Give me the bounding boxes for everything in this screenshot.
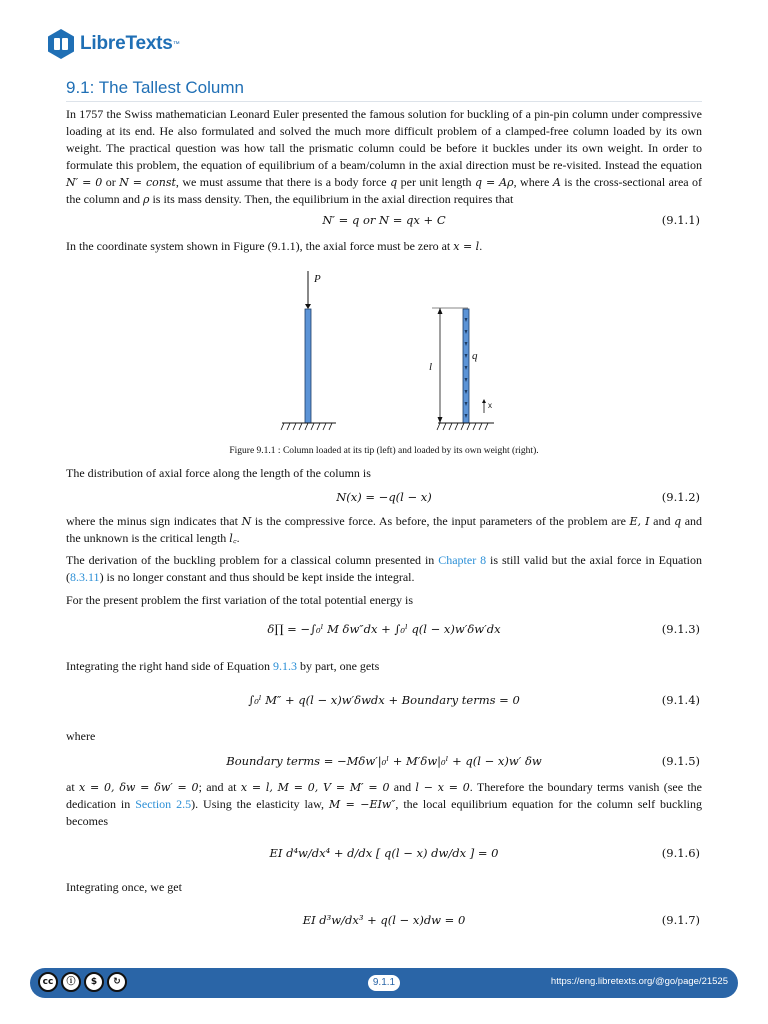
equation-number: (9.1.4) [661, 693, 700, 707]
equation-number: (9.1.1) [661, 213, 700, 227]
where-paragraph: where [66, 729, 96, 743]
equation-number: (9.1.3) [661, 622, 700, 636]
chapter-8-link[interactable]: Chapter 8 [438, 553, 487, 567]
equation-number: (9.1.6) [661, 846, 700, 860]
intro-paragraph: In 1757 the Swiss mathematician Leonard Euler presented the famous solution for buckling of a pin-pin column under compressive loading at its end. He also formulated and solved the much more difficult problem of a clamped-free column loaded by its own weight. The practical question was how tall the prismatic column could be before it buckles under its own weight. In order to formulate this problem, the equation of equilibrium of a beam/column in the axial direction must be re-visited. Instead the equation N′ = 0 or N = const, we must assume that there is a body force q per unit length q = Aρ, where A is the cross-sectional area of the column and ρ is its mass density. Then, the equilibrium in the axial direction requires that [66, 107, 703, 206]
equation-number: (9.1.5) [661, 754, 700, 768]
boundary-paragraph: at x = 0, δw = δw′ = 0; and at x = l, M = 0, V = M′ = 0 and l − x = 0. Therefore the boundary terms vanish (see the dedication in Section 2.5). Using the elasticity law, M = −EIw″, the local equilibrium equation for the column self buckling becomes [66, 780, 703, 828]
label-P: P [314, 273, 321, 285]
page-title: 9.1: The Tallest Column [66, 78, 244, 97]
sa-icon: ↻ [107, 972, 127, 992]
equation-9-1-5 [66, 754, 702, 778]
cc-icon: cc [38, 972, 58, 992]
integrating-once-paragraph: Integrating once, we get [66, 880, 182, 894]
derivation-paragraph: The derivation of the buckling problem for a classical column presented in Chapter 8 is still valid but the axial force in Equation (8.3.11) is no longer constant and thus should be kept inside the integral. [66, 553, 702, 584]
first-variation-paragraph: For the present problem the first variation of the total potential energy is [66, 593, 414, 607]
equation-9-1-7 [66, 913, 702, 937]
license-badge[interactable] [38, 972, 130, 992]
label-l: l [429, 361, 433, 373]
coordinate-paragraph: In the coordinate system shown in Figure (9.1.1), the axial force must be zero at x = l. [66, 239, 483, 253]
section-2-5-link[interactable]: Section 2.5 [135, 797, 192, 811]
libretexts-logo-icon [46, 28, 76, 60]
equation-body: EI d³w/dx³ + q(l − x)dw = 0 [302, 913, 466, 927]
distribution-paragraph: The distribution of axial force along the length of the column is [66, 466, 371, 480]
column-diagram [270, 268, 500, 436]
minus-sign-paragraph: where the minus sign indicates that N is the compressive force. As before, the input parameters of the problem are E, I and q and the unknown is the critical length l꜀. [66, 514, 703, 545]
equation-body: Boundary terms = −Mδw′|₀ˡ + M′δw|₀ˡ + q(l − x)w′ δw [226, 754, 542, 768]
nc-icon: $ [84, 972, 104, 992]
page-url-link[interactable]: https://eng.libretexts.org/@go/page/21525 [550, 976, 728, 987]
label-q: q [472, 350, 478, 362]
page-number: 9.1.1 [368, 975, 400, 991]
logo-text: LibreTexts [80, 33, 173, 54]
equation-8-3-11-link[interactable]: 8.3.11 [70, 570, 100, 584]
libretexts-logo[interactable]: LibreTexts ™ [46, 28, 180, 60]
equation-body: EI d⁴w/dx⁴ + d/dx [ q(l − x) dw/dx ] = 0 [269, 846, 499, 860]
title-divider [66, 101, 702, 102]
equation-9-1-2 [66, 490, 702, 514]
figure-caption: Figure 9.1.1 : Column loaded at its tip (left) and loaded by its own weight (right). [229, 446, 539, 456]
equation-9-1-6 [66, 846, 702, 870]
equation-9-1-4 [66, 693, 702, 717]
equation-9-1-1 [66, 213, 702, 237]
equation-9-1-3-link[interactable]: 9.1.3 [272, 659, 297, 673]
equation-body: N(x) = −q(l − x) [336, 490, 432, 504]
equation-number: (9.1.2) [661, 490, 700, 504]
equation-number: (9.1.7) [661, 913, 700, 927]
label-x: x [488, 401, 492, 410]
equation-9-1-3 [66, 622, 702, 646]
figure-column [270, 268, 500, 436]
equation-body: δ∏ = −∫₀ˡ M δw″dx + ∫₀ˡ q(l − x)w′δw′dx [267, 622, 501, 636]
by-icon: ⓘ [61, 972, 81, 992]
integrating-paragraph: Integrating the right hand side of Equation 9.1.3 by part, one gets [66, 659, 380, 673]
equation-body: ∫₀ˡ M″ + q(l − x)w′δwdx + Boundary terms = 0 [248, 693, 520, 707]
equation-body: N′ = q or N = qx + C [322, 213, 446, 227]
page-footer [30, 968, 738, 998]
